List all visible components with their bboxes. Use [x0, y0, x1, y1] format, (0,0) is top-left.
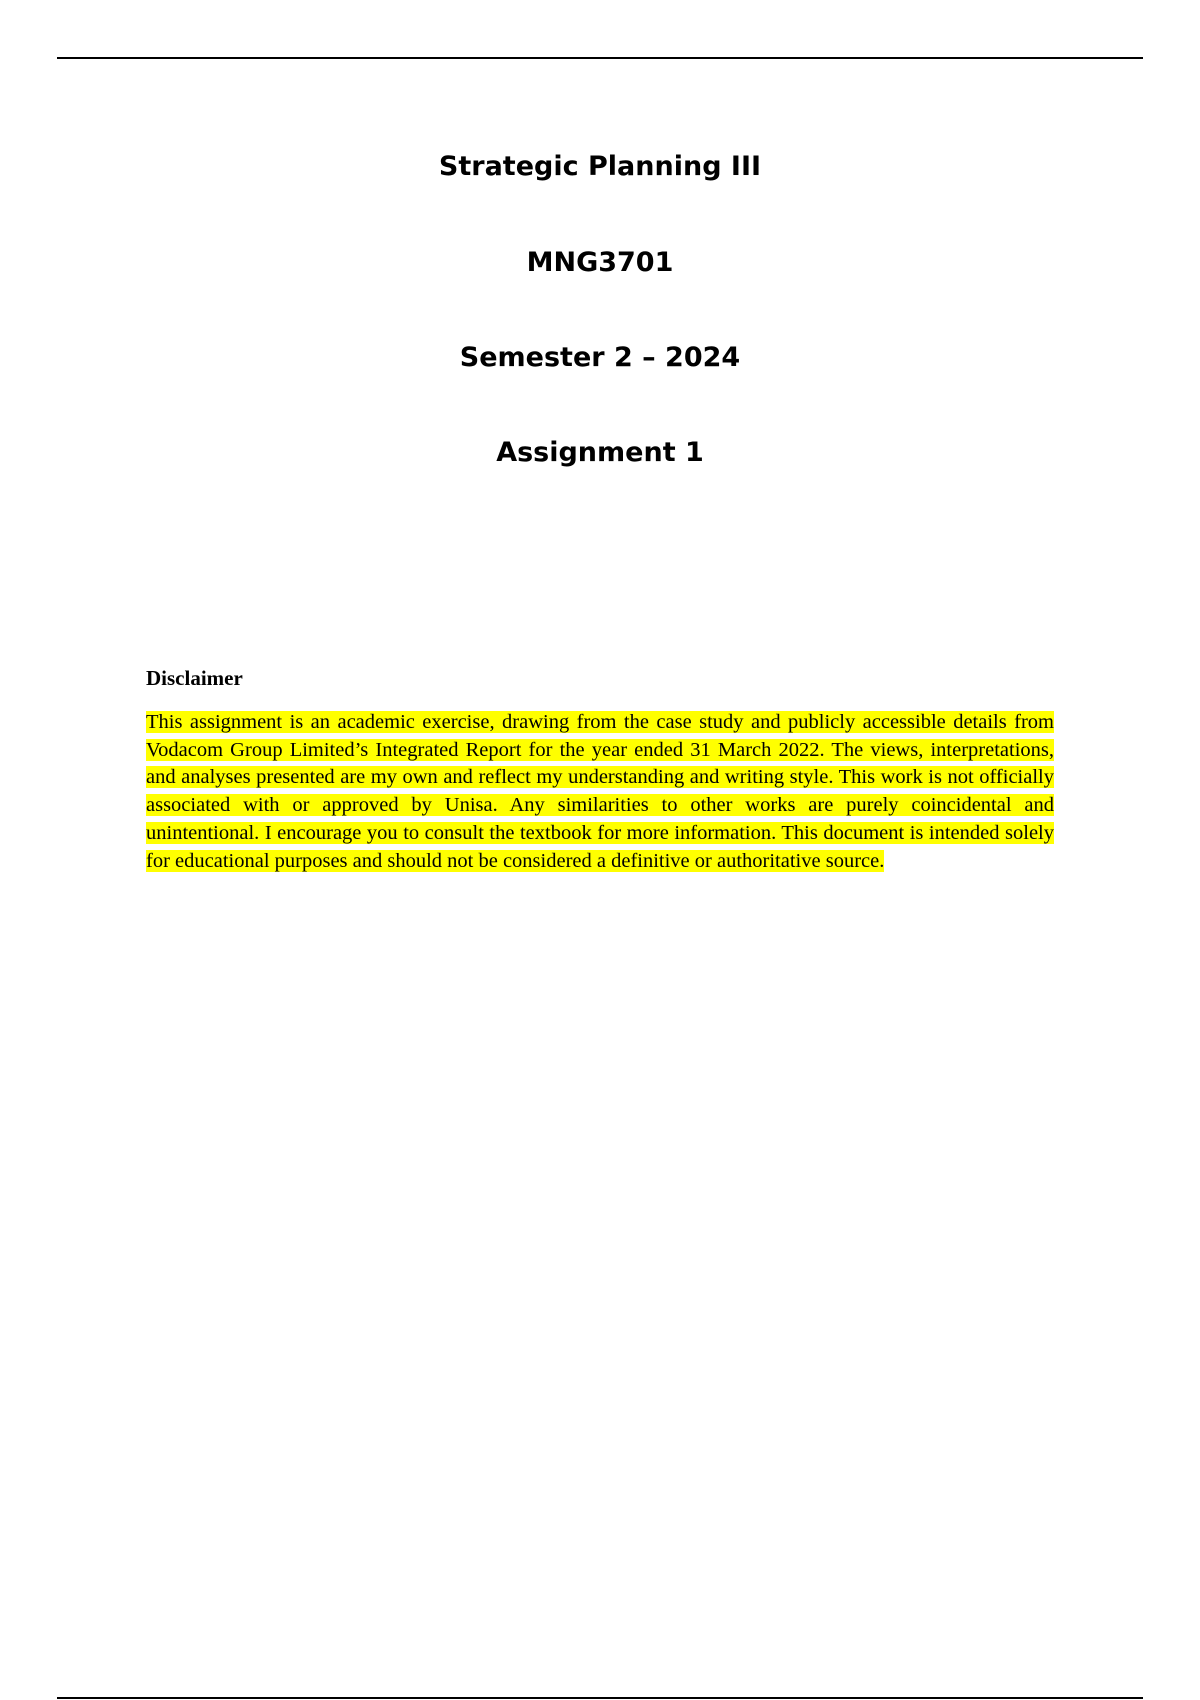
course-title: Strategic Planning III — [438, 151, 762, 182]
top-rule — [57, 57, 1143, 59]
disclaimer-text: This assignment is an academic exercise, drawing from the case study and publicly accessible details from Vodacom Group Limited’s Integrated Report for the year ended 31 March 2022. The views, interpretations, and analyses presented are my own and reflect my understanding and writing style. This work is not officially associated with or approved by Unisa. Any similarities to other works are purely coincidental and unintentional. I encourage you to consult the textbook for more information. This document is intended solely for educational purposes and should not be considered a definitive or authoritative source. — [146, 711, 1054, 872]
course-code: MNG3701 — [526, 247, 674, 278]
disclaimer-heading: Disclaimer — [146, 666, 243, 690]
semester-label: Semester 2 – 2024 — [459, 342, 741, 373]
disclaimer-body — [146, 709, 1054, 875]
assignment-label: Assignment 1 — [496, 437, 704, 468]
bottom-rule — [57, 1697, 1143, 1699]
